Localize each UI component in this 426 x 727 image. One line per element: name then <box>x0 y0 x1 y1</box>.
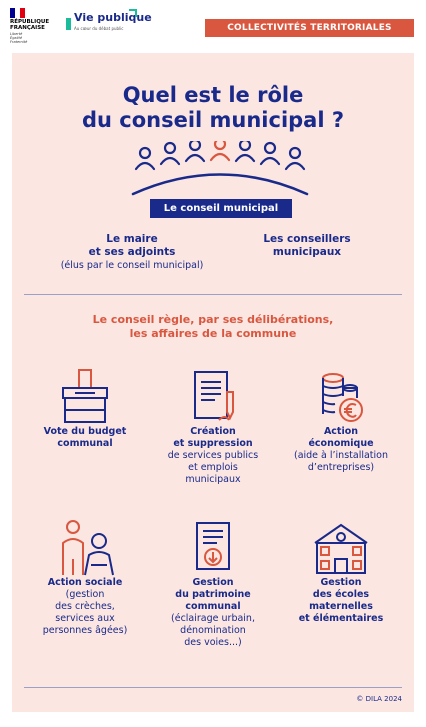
republique-line1: RÉPUBLIQUE <box>10 19 50 25</box>
item-services-line2: et suppression <box>173 438 253 449</box>
council-members-icon <box>130 141 310 197</box>
mayor-subtitle: (élus par le conseil municipal) <box>60 260 204 271</box>
councillors-line2: municipaux <box>272 246 342 258</box>
item-services-line1: Création <box>190 426 236 437</box>
item-budget-line1: Vote du budget <box>43 426 127 437</box>
vie-publique-logo-mark-icon <box>66 18 71 30</box>
item-social <box>20 519 150 637</box>
item-social-line2: (gestion <box>65 589 105 600</box>
french-flag-icon <box>10 8 25 18</box>
title-line2: du conseil municipal ? <box>81 108 345 132</box>
devise-fraternite: Fraternité <box>10 39 28 44</box>
item-services <box>148 368 278 486</box>
republique-francaise-logo[interactable] <box>10 19 49 31</box>
devise-liberte: Liberté <box>10 32 23 36</box>
document-download-icon <box>185 519 241 577</box>
rule-text <box>12 313 414 341</box>
item-schools-line4: et élémentaires <box>298 613 384 624</box>
rule-line1: Le conseil règle, par ses délibérations, <box>92 313 334 326</box>
item-schools <box>276 519 406 625</box>
document-pen-icon <box>185 368 241 426</box>
copyright: © DILA 2024 <box>356 695 402 703</box>
item-budget <box>20 368 150 450</box>
item-heritage-line6: des voies...) <box>184 637 242 648</box>
council-label: Le conseil municipal <box>150 199 292 218</box>
item-economic <box>276 368 406 474</box>
republique-line2: FRANÇAISE <box>10 25 45 31</box>
item-economic-line2: économique <box>308 438 374 449</box>
councillors-block <box>232 233 382 259</box>
item-social-line3: des crèches, <box>55 601 115 612</box>
site-tagline: Au cœur du débat public <box>74 26 124 31</box>
bottom-divider <box>24 687 402 688</box>
item-heritage-line1: Gestion <box>192 577 234 588</box>
devise-egalite: Égalité <box>10 35 23 40</box>
item-economic-line4: d’entreprises) <box>307 462 375 473</box>
site-name[interactable]: Vie publique <box>74 11 152 24</box>
item-schools-line3: maternelles <box>309 601 373 612</box>
councillors-line1: Les conseillers <box>263 233 351 245</box>
category-badge: COLLECTIVITÉS TERRITORIALES <box>205 19 414 37</box>
school-building-icon <box>311 519 371 577</box>
page-title <box>12 83 414 133</box>
item-heritage-line2: du patrimoine <box>175 589 251 600</box>
header <box>0 0 426 46</box>
item-budget-line2: communal <box>57 438 113 449</box>
item-heritage-line3: communal <box>185 601 241 612</box>
mayor-line2: et ses adjoints <box>88 246 176 258</box>
coins-euro-icon <box>313 368 369 426</box>
ballot-box-icon <box>57 368 113 426</box>
item-schools-line2: des écoles <box>312 589 370 600</box>
title-line1: Quel est le rôle <box>122 83 304 107</box>
devise <box>10 33 27 44</box>
vie-publique-corner-icon <box>129 9 137 17</box>
mayor-line1: Le maire <box>106 233 158 245</box>
item-social-line1: Action sociale <box>47 577 123 588</box>
parent-child-icon <box>55 519 115 577</box>
rule-line2: les affaires de la commune <box>129 327 297 340</box>
item-social-line4: services aux <box>55 613 115 624</box>
infographic-panel <box>12 53 414 712</box>
item-heritage-line5: dénomination <box>180 625 246 636</box>
item-services-line4: et emplois <box>188 462 238 473</box>
item-social-line5: personnes âgées) <box>42 625 128 636</box>
divider <box>24 294 402 295</box>
item-services-line5: municipaux <box>185 474 241 485</box>
item-services-line3: de services publics <box>167 450 259 461</box>
item-heritage <box>148 519 278 649</box>
item-economic-line1: Action <box>323 426 359 437</box>
item-schools-line1: Gestion <box>320 577 362 588</box>
item-heritage-line4: (éclairage urbain, <box>171 613 255 624</box>
mayor-block <box>42 233 222 272</box>
item-economic-line3: (aide à l’installation <box>293 450 389 461</box>
